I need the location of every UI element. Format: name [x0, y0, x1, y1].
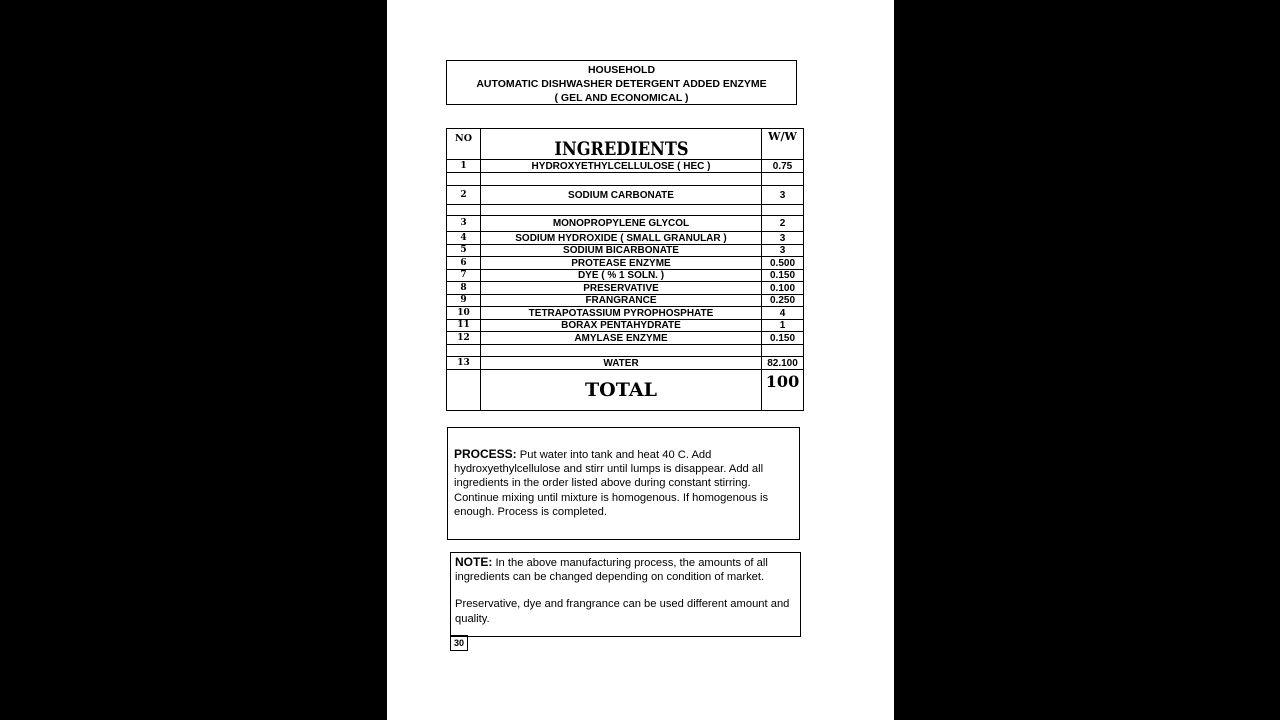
row-no: 8	[447, 282, 481, 295]
row-ingredient: DYE ( % 1 SOLN. )	[481, 270, 762, 282]
table-row	[447, 186, 804, 205]
row-ww: 1	[762, 320, 804, 332]
table-row	[447, 160, 804, 173]
row-no: 10	[447, 307, 481, 320]
row-no: 7	[447, 270, 481, 282]
row-no: 3	[447, 216, 481, 232]
table-row	[447, 357, 804, 370]
note-label: NOTE:	[455, 555, 493, 569]
row-ww: 3	[762, 232, 804, 245]
process-label: PROCESS:	[454, 447, 517, 461]
row-ww: 0.500	[762, 257, 804, 270]
ingredients-table	[446, 128, 804, 411]
table-row-empty	[447, 173, 804, 186]
row-ingredient: AMYLASE ENZYME	[481, 332, 762, 345]
row-ww: 2	[762, 216, 804, 232]
row-ingredient: BORAX PENTAHYDRATE	[481, 320, 762, 332]
table-row	[447, 245, 804, 257]
row-ingredient: WATER	[481, 357, 762, 370]
header-ww: W/W	[762, 129, 804, 160]
table-row-empty	[447, 345, 804, 357]
total-label: TOTAL	[481, 370, 762, 411]
table-row	[447, 232, 804, 245]
page-number: 30	[450, 635, 468, 651]
row-ingredient: SODIUM BICARBONATE	[481, 245, 762, 257]
row-no: 6	[447, 257, 481, 270]
row-ingredient: FRANGRANCE	[481, 295, 762, 307]
title-line-3: ( GEL AND ECONOMICAL )	[554, 92, 689, 104]
row-ww: 0.150	[762, 270, 804, 282]
row-no: 2	[447, 186, 481, 205]
total-row	[447, 370, 804, 411]
row-no: 1	[447, 160, 481, 173]
header-no: NO	[447, 129, 481, 160]
title-line-1: HOUSEHOLD	[587, 64, 656, 76]
row-ingredient: MONOPROPYLENE GLYCOL	[481, 216, 762, 232]
table-header-row	[447, 129, 804, 160]
table-row	[447, 282, 804, 295]
row-ww: 3	[762, 245, 804, 257]
title-line-2: AUTOMATIC DISHWASHER DETERGENT ADDED ENZYME	[476, 78, 767, 90]
row-ingredient: HYDROXYETHYLCELLULOSE ( HEC )	[481, 160, 762, 173]
table-row	[447, 257, 804, 270]
row-no: 12	[447, 332, 481, 345]
title-box	[446, 60, 797, 105]
note-paragraph-1	[455, 555, 797, 584]
table-row	[447, 295, 804, 307]
table-row	[447, 270, 804, 282]
table-row	[447, 307, 804, 320]
total-empty-cell	[447, 370, 481, 411]
row-ingredient: PRESERVATIVE	[481, 282, 762, 295]
row-no: 9	[447, 295, 481, 307]
row-ww: 0.150	[762, 332, 804, 345]
row-ingredient: TETRAPOTASSIUM PYROPHOSPHATE	[481, 307, 762, 320]
note-paragraph-2: Preservative, dye and frangrance can be used different amount and quality.	[455, 598, 790, 625]
row-ww: 4	[762, 307, 804, 320]
table-row-empty	[447, 205, 804, 216]
row-ingredient: SODIUM CARBONATE	[481, 186, 762, 205]
table-row	[447, 320, 804, 332]
row-no: 4	[447, 232, 481, 245]
note-text: In the above manufacturing process, the amounts of all ingredients can be changed depending on condition of market.	[455, 557, 768, 584]
total-value: 100	[762, 370, 804, 411]
process-text: Put water into tank and heat 40 C. Add hydroxyethylcellulose and stirr until lumps is disappear. Add all ingredients in the order listed above during constant stirring. Continue mixing until mixture is homogenous. If homogenous is enough. Process is completed.	[454, 449, 769, 518]
row-ww: 0.75	[762, 160, 804, 173]
row-no: 11	[447, 320, 481, 332]
row-ww: 3	[762, 186, 804, 205]
table-row	[447, 332, 804, 345]
row-ww: 0.100	[762, 282, 804, 295]
table-row	[447, 216, 804, 232]
row-ww: 82.100	[762, 357, 804, 370]
document-page	[387, 0, 894, 720]
process-box	[447, 427, 800, 540]
row-ingredient: SODIUM HYDROXIDE ( SMALL GRANULAR )	[481, 232, 762, 245]
row-no: 13	[447, 357, 481, 370]
row-ww: 0.250	[762, 295, 804, 307]
header-ingredients: INGREDIENTS	[502, 129, 741, 160]
note-box	[450, 552, 801, 637]
row-no: 5	[447, 245, 481, 257]
row-ingredient: PROTEASE ENZYME	[481, 257, 762, 270]
